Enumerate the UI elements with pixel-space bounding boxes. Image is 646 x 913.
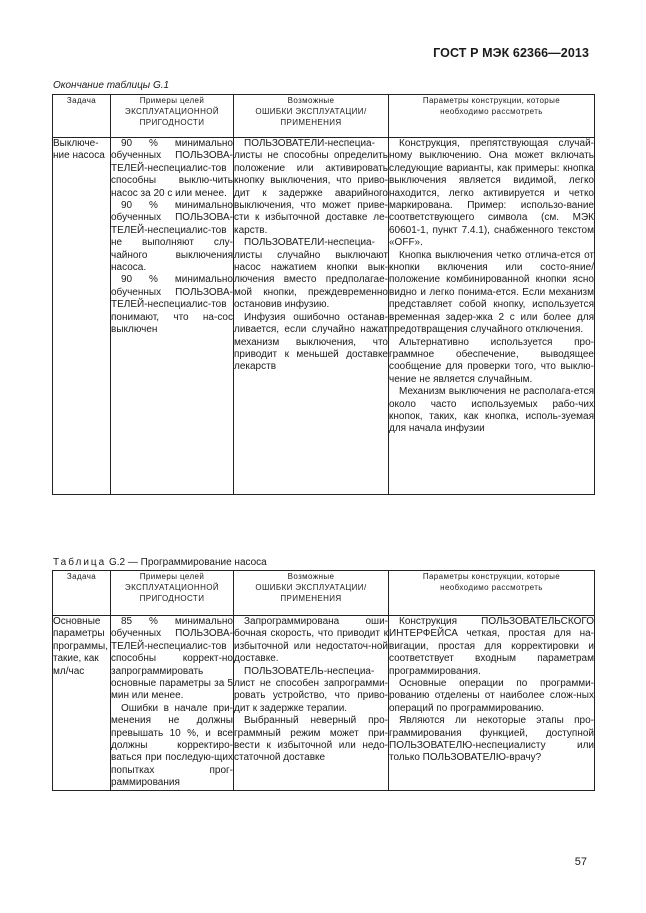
table1-header-row xyxy=(53,95,595,138)
goals-cell: 85 % минимально обученных ПОЛЬЗОВА-ТЕЛЕЙ-неспециалис-тов способны коррект-но запрограммировать основные параметры за 5 мин или менее. Ошибки в начале при-менения не должны превышать 10 %, и все должны корректиро-ваться при последую-щих попытках прог-раммирования xyxy=(111,616,233,789)
goals-cell: 90 % минимально обученных ПОЛЬЗОВА-ТЕЛЕЙ-неспециалис-тов способны выклю-чить насос за 20 с или менее. 90 % минимально обученных ПОЛЬЗОВА-ТЕЛЕЙ-неспециалис-тов не выполняют слу-чайного выключения насоса. 90 % минимально обученных ПОЛЬЗОВА-ТЕЛЕЙ-неспециалис-тов понимают, что на-сос выключен xyxy=(111,138,234,495)
table-g2 xyxy=(52,570,595,791)
design-cell: Конструкция, препятствующая случай-ному выключению. Она может включать следующие варианты, как примеры: кнопка выключения является видимой, легко находится, легко активируется и четко маркирована. Пример: использо-вание соответствующего символа (см. МЭК 60601-1, пункт 7.4.1), снабженного текстом «OFF». Кнопка выключения четко отлича-ется от кнопки включения или состо-яние/положение комбинированной кнопки ясно видно и легко понима-ется. Если механизм представляет собой кнопку, используется временная задер-жка 2 с или более для предотвращения случайного отключения. Альтернативно используется про-граммное обеспечение, выводящее сообщение для проверки того, что выклю-чение не является случайным. Механизм выключения не располага-ется около часто используемых рабо-чих кнопок, таких, как кнопка, исполь-зуемая для начала инфузии xyxy=(389,138,595,495)
table1-col-errors: Возможные ОШИБКИ ЭКСПЛУАТАЦИИ/ ПРИМЕНЕНИЯ xyxy=(234,95,389,138)
table1-col-goals: Примеры целей ЭКСПЛУАТАЦИОННОЙ ПРИГОДНОСТИ xyxy=(111,95,234,138)
design-cell: Конструкция ПОЛЬЗОВАТЕЛЬСКОГО ИНТЕРФЕЙСА четкая, простая для на-вигации, простая для корректировки и соответствует входным параметрам программирования. Основные операции по программи-рованию отделены от наиболее слож-ных операций по программированию. Являются ли некоторые этапы про-граммирования функцией, доступной ПОЛЬЗОВАТЕЛЮ-неспециалисту или только ПОЛЬЗОВАТЕЛЮ-врачу? xyxy=(389,616,595,791)
table1-col-task: Задача xyxy=(53,95,111,138)
table2-col-goals: Примеры целей ЭКСПЛУАТАЦИОННОЙ ПРИГОДНОСТИ xyxy=(111,571,234,616)
table2-header-row xyxy=(53,571,595,616)
table2-col-design: Параметры конструкции, которые необходимо рассмотреть xyxy=(389,571,595,616)
table1-col-design: Параметры конструкции, которые необходимо рассмотреть xyxy=(389,95,595,138)
standard-code: ГОСТ Р МЭК 62366—2013 xyxy=(433,46,589,60)
task-cell: Выключе-ние насоса xyxy=(53,138,111,495)
errors-cell: ПОЛЬЗОВАТЕЛИ-неспециа-листы не способны определить положение или активировать кнопку выключения, что приво-дит к задержке аварийного выключения, что может приве-сти к избыточной доставке ле-карств. ПОЛЬЗОВАТЕЛИ-неспециа-листы случайно выключают насос нажатием кнопки вык-лючения вместо предполагае-мой кнопки, преждевременно остановив инфузию. Инфузия ошибочно останав-ливается, если случайно нажат механизм выключения, что приводит к меньшей доставке лекарств xyxy=(234,138,389,495)
page-number: 57 xyxy=(574,856,587,868)
task-cell: Основные параметры программы, такие, как мл/час xyxy=(53,616,111,791)
table2-caption: Таблица G.2 — Программирование насоса xyxy=(53,557,267,568)
table-row xyxy=(53,616,595,791)
table2-col-errors: Возможные ОШИБКИ ЭКСПЛУАТАЦИИ/ ПРИМЕНЕНИЯ xyxy=(234,571,389,616)
table-g1-end xyxy=(52,94,595,495)
table1-caption: Окончание таблицы G.1 xyxy=(53,80,170,91)
table-row xyxy=(53,138,595,495)
errors-cell: Запрограммирована оши-бочная скорость, что приводит к избыточной или недостаточ-ной доставке. ПОЛЬЗОВАТЕЛЬ-неспециа-лист не способен запрограмми-ровать устройство, что приво-дит к задержке терапии. Выбранный неверный про-граммный режим может при-вести к избыточной или недо-статочной доставке xyxy=(234,616,389,791)
table2-col-task: Задача xyxy=(53,571,111,616)
